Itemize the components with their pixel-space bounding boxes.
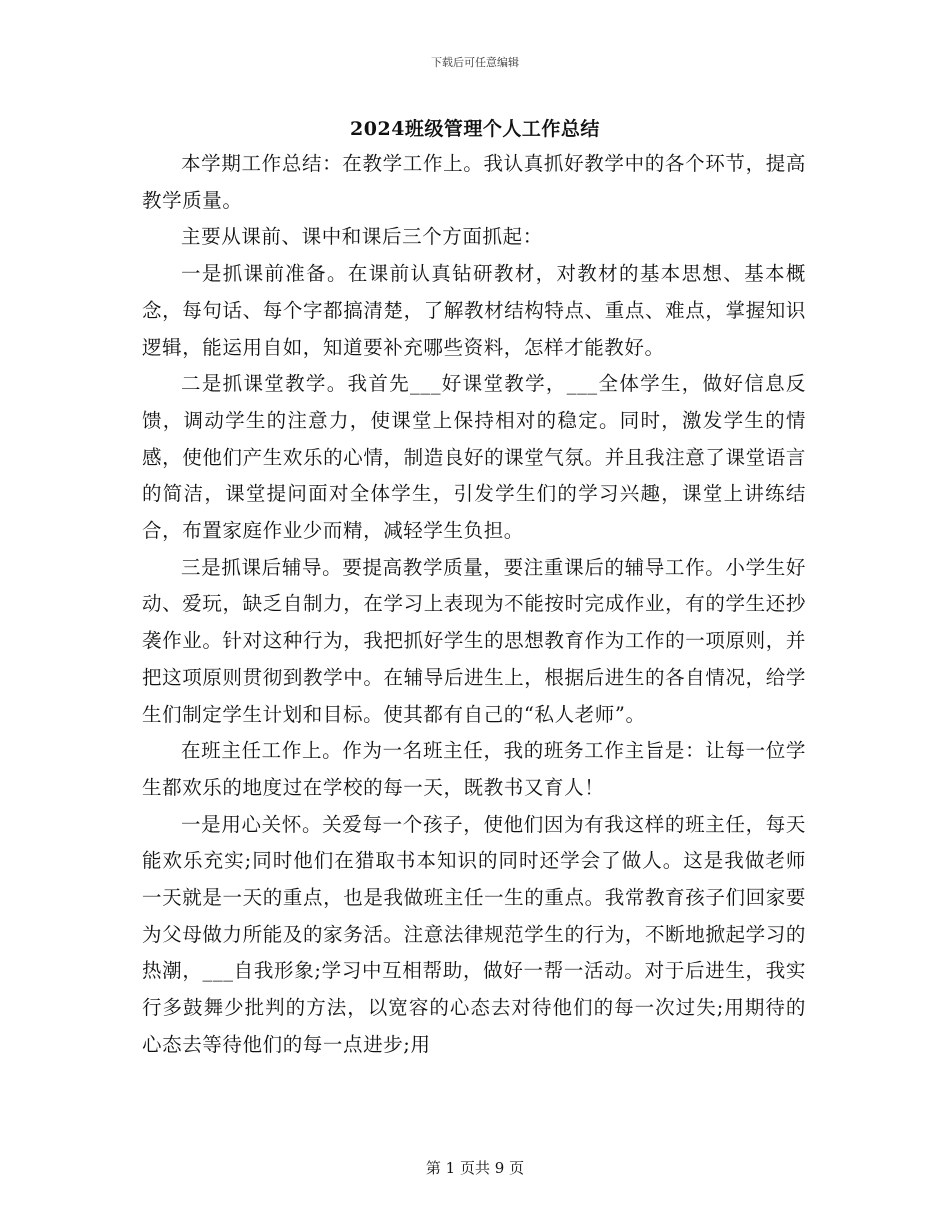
paragraph: 一是抓课前准备。在课前认真钻研教材，对教材的基本思想、基本概念，每句话、每个字都搞清楚，了解教材结构特点、重点、难点，掌握知识逻辑，能运用自如，知道要补充哪些资料，怎样才能教好。	[142, 262, 806, 359]
paragraph: 一是用心关怀。关爱每一个孩子，使他们因为有我这样的班主任，每天能欢乐充实;同时他们在猎取书本知识的同时还学会了做人。这是我做老师一天就是一天的重点，也是我做班主任一生的重点。我常教育孩子们回家要为父母做力所能及的家务活。注意法律规范学生的行为，不断地掀起学习的热潮，___自我形象;学习中互相帮助，做好一帮一活动。对于后进生，我实行多鼓舞少批判的方法，以宽容的心态去对待他们的每一次过失;用期待的心态去等待他们的每一点进步;用	[142, 812, 806, 1056]
page-number-footer: 第 1 页共 9 页	[425, 1159, 525, 1177]
paragraph: 在班主任工作上。作为一名班主任，我的班务工作主旨是：让每一位学生都欢乐的地度过在学校的每一天，既教书又育人！	[142, 739, 806, 799]
paragraph: 主要从课前、课中和课后三个方面抓起：	[181, 225, 543, 249]
document-title: 2024班级管理个人工作总结	[350, 118, 600, 140]
header-note: 下载后可任意编辑	[431, 56, 519, 69]
paragraph: 本学期工作总结：在教学工作上。我认真抓好教学中的各个环节，提高教学质量。	[142, 152, 806, 212]
paragraph: 二是抓课堂教学。我首先___好课堂教学，___全体学生，做好信息反馈，调动学生的注意力，使课堂上保持相对的稳定。同时，激发学生的情感，使他们产生欢乐的心情，制造良好的课堂气氛。并且我注意了课堂语言的简洁，课堂提问面对全体学生，引发学生们的学习兴趣，课堂上讲练结合，布置家庭作业少而精，减轻学生负担。	[142, 372, 806, 543]
paragraph: 三是抓课后辅导。要提高教学质量，要注重课后的辅导工作。小学生好动、爱玩，缺乏自制力，在学习上表现为不能按时完成作业，有的学生还抄袭作业。针对这种行为，我把抓好学生的思想教育作为工作的一项原则，并把这项原则贯彻到教学中。在辅导后进生上，根据后进生的各自情况，给学生们制定学生计划和目标。使其都有自己的“私人老师”。	[142, 555, 806, 726]
document-body	[142, 146, 806, 1064]
